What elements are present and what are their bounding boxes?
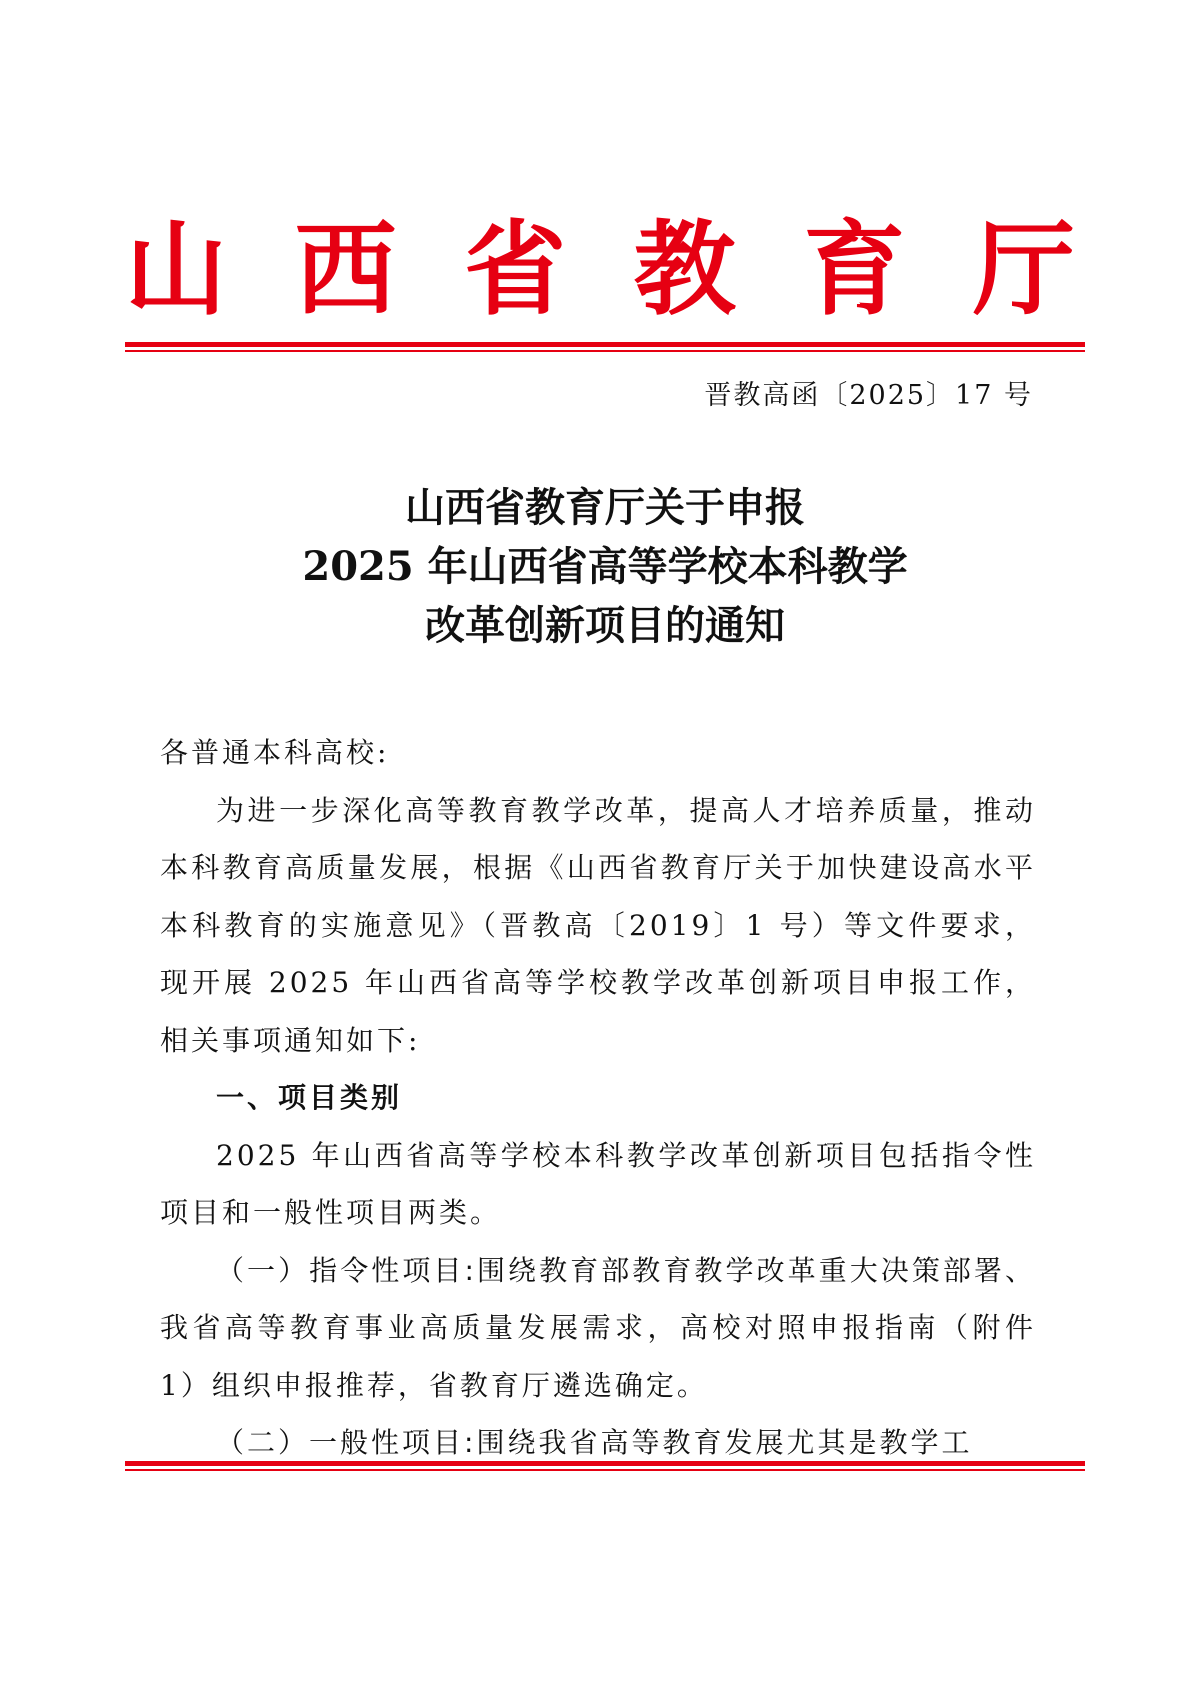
footer-rule-thin: [125, 1469, 1085, 1471]
document-title: [125, 478, 1085, 655]
intro-paragraph: 为进一步深化高等教育教学改革，提高人才培养质量，推动本科教育高质量发展，根据《山西省教育厅关于加快建设高水平本科教育的实施意见》（晋教高〔2019〕1 号）等文件要求，现开展 2025 年山西省高等学校教学改革创新项目申报工作，相关事项通知如下:: [160, 793, 1036, 1057]
item-2-label: （二）一般性项目:: [216, 1426, 477, 1459]
item-2-text: 围绕我省高等教育发展尤其是教学工: [476, 1426, 973, 1459]
section-heading-1: 一、项目类别: [216, 1081, 403, 1114]
title-line-2: 2025 年山西省高等学校本科教学: [302, 543, 908, 590]
document-body: [160, 724, 1036, 1472]
title-line-1: 山西省教育厅关于申报: [405, 484, 805, 531]
document-number: 晋教高函〔2025〕17 号: [704, 380, 1033, 411]
section-1-paragraph: 2025 年山西省高等学校本科教学改革创新项目包括指令性项目和一般性项目两类。: [160, 1138, 1036, 1229]
masthead-char: 西: [294, 210, 397, 330]
masthead-char: 省: [464, 210, 567, 330]
header-rule-thick: [125, 342, 1085, 347]
masthead-char: 厅: [972, 210, 1075, 330]
item-1-paragraph: [160, 1242, 1036, 1415]
item-1-label: （一）指令性项目:: [216, 1253, 477, 1287]
title-line-3: 改革创新项目的通知: [425, 602, 785, 649]
masthead-title: [125, 210, 1075, 330]
salutation: 各普通本科高校:: [160, 736, 390, 769]
masthead-char: 育: [803, 210, 906, 330]
masthead-char: 山: [125, 210, 227, 330]
header-rule-thin: [125, 350, 1085, 352]
item-1-text: 围绕教育部教育教学改革重大决策部署、我省高等教育事业高质量发展需求，高校对照申报指南（附件 1）组织申报推荐，省教育厅遴选确定。: [160, 1253, 1036, 1402]
footer-rule-thick: [125, 1461, 1085, 1466]
masthead-char: 教: [633, 210, 736, 330]
